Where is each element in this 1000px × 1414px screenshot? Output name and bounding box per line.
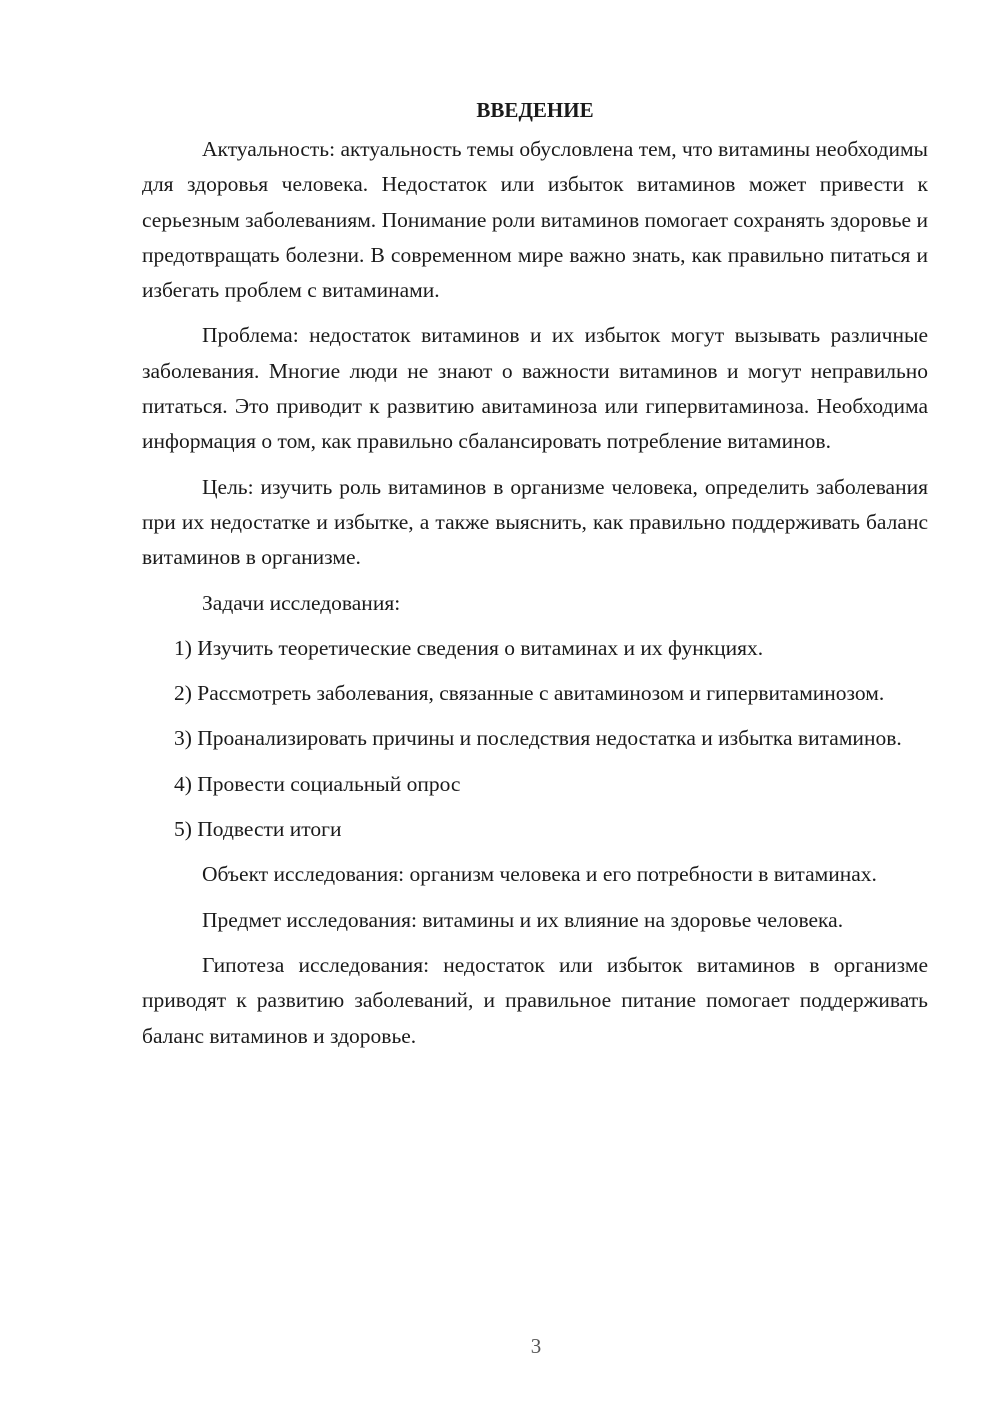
subject-paragraph: Предмет исследования: витамины и их влияние на здоровье человека.: [202, 907, 844, 932]
task-item-4: 4) Провести социальный опрос: [174, 771, 461, 796]
hypothesis-paragraph: Гипотеза исследования: недостаток или избыток витаминов в организме приводят к развитию заболеваний, и правильное питание помогает поддерживать баланс витаминов и здоровье.: [142, 952, 928, 1048]
task-item-3: 3) Проанализировать причины и последствия недостатка и избытка витаминов.: [174, 726, 902, 751]
goal-paragraph: Цель: изучить роль витаминов в организме человека, определить заболевания при их недостатке и избытке, а также выяснить, как правильно поддерживать баланс витаминов в организме.: [142, 474, 928, 570]
task-item-2: 2) Рассмотреть заболевания, связанные с авитаминозом и гипервитаминозом.: [174, 681, 885, 706]
relevance-paragraph: Актуальность: актуальность темы обусловлена тем, что витамины необходимы для здоровья человека. Недостаток или избыток витаминов может привести к серьезным заболеваниям. Понимание роли витаминов помогает сохранять здоровье и предотвращать болезни. В современном мире важно знать, как правильно питаться и избегать проблем с витаминами.: [142, 137, 928, 303]
tasks-title: Задачи исследования:: [202, 590, 401, 615]
task-item-5: 5) Подвести итоги: [174, 817, 342, 842]
task-item-1: 1) Изучить теоретические сведения о витаминах и их функциях.: [174, 635, 764, 660]
object-paragraph: Объект исследования: организм человека и его потребности в витаминах.: [202, 862, 877, 887]
problem-paragraph: Проблема: недостаток витаминов и их избыток могут вызывать различные заболевания. Многие люди не знают о важности витаминов и могут неправильно питаться. Это приводит к развитию авитаминоза или гипервитаминоза. Необходима информация о том, как правильно сбалансировать потребление витаминов.: [142, 323, 928, 454]
section-heading: ВВЕДЕНИЕ: [476, 98, 594, 122]
page-number: 3: [530, 1334, 542, 1358]
document-page: [142, 95, 928, 1064]
